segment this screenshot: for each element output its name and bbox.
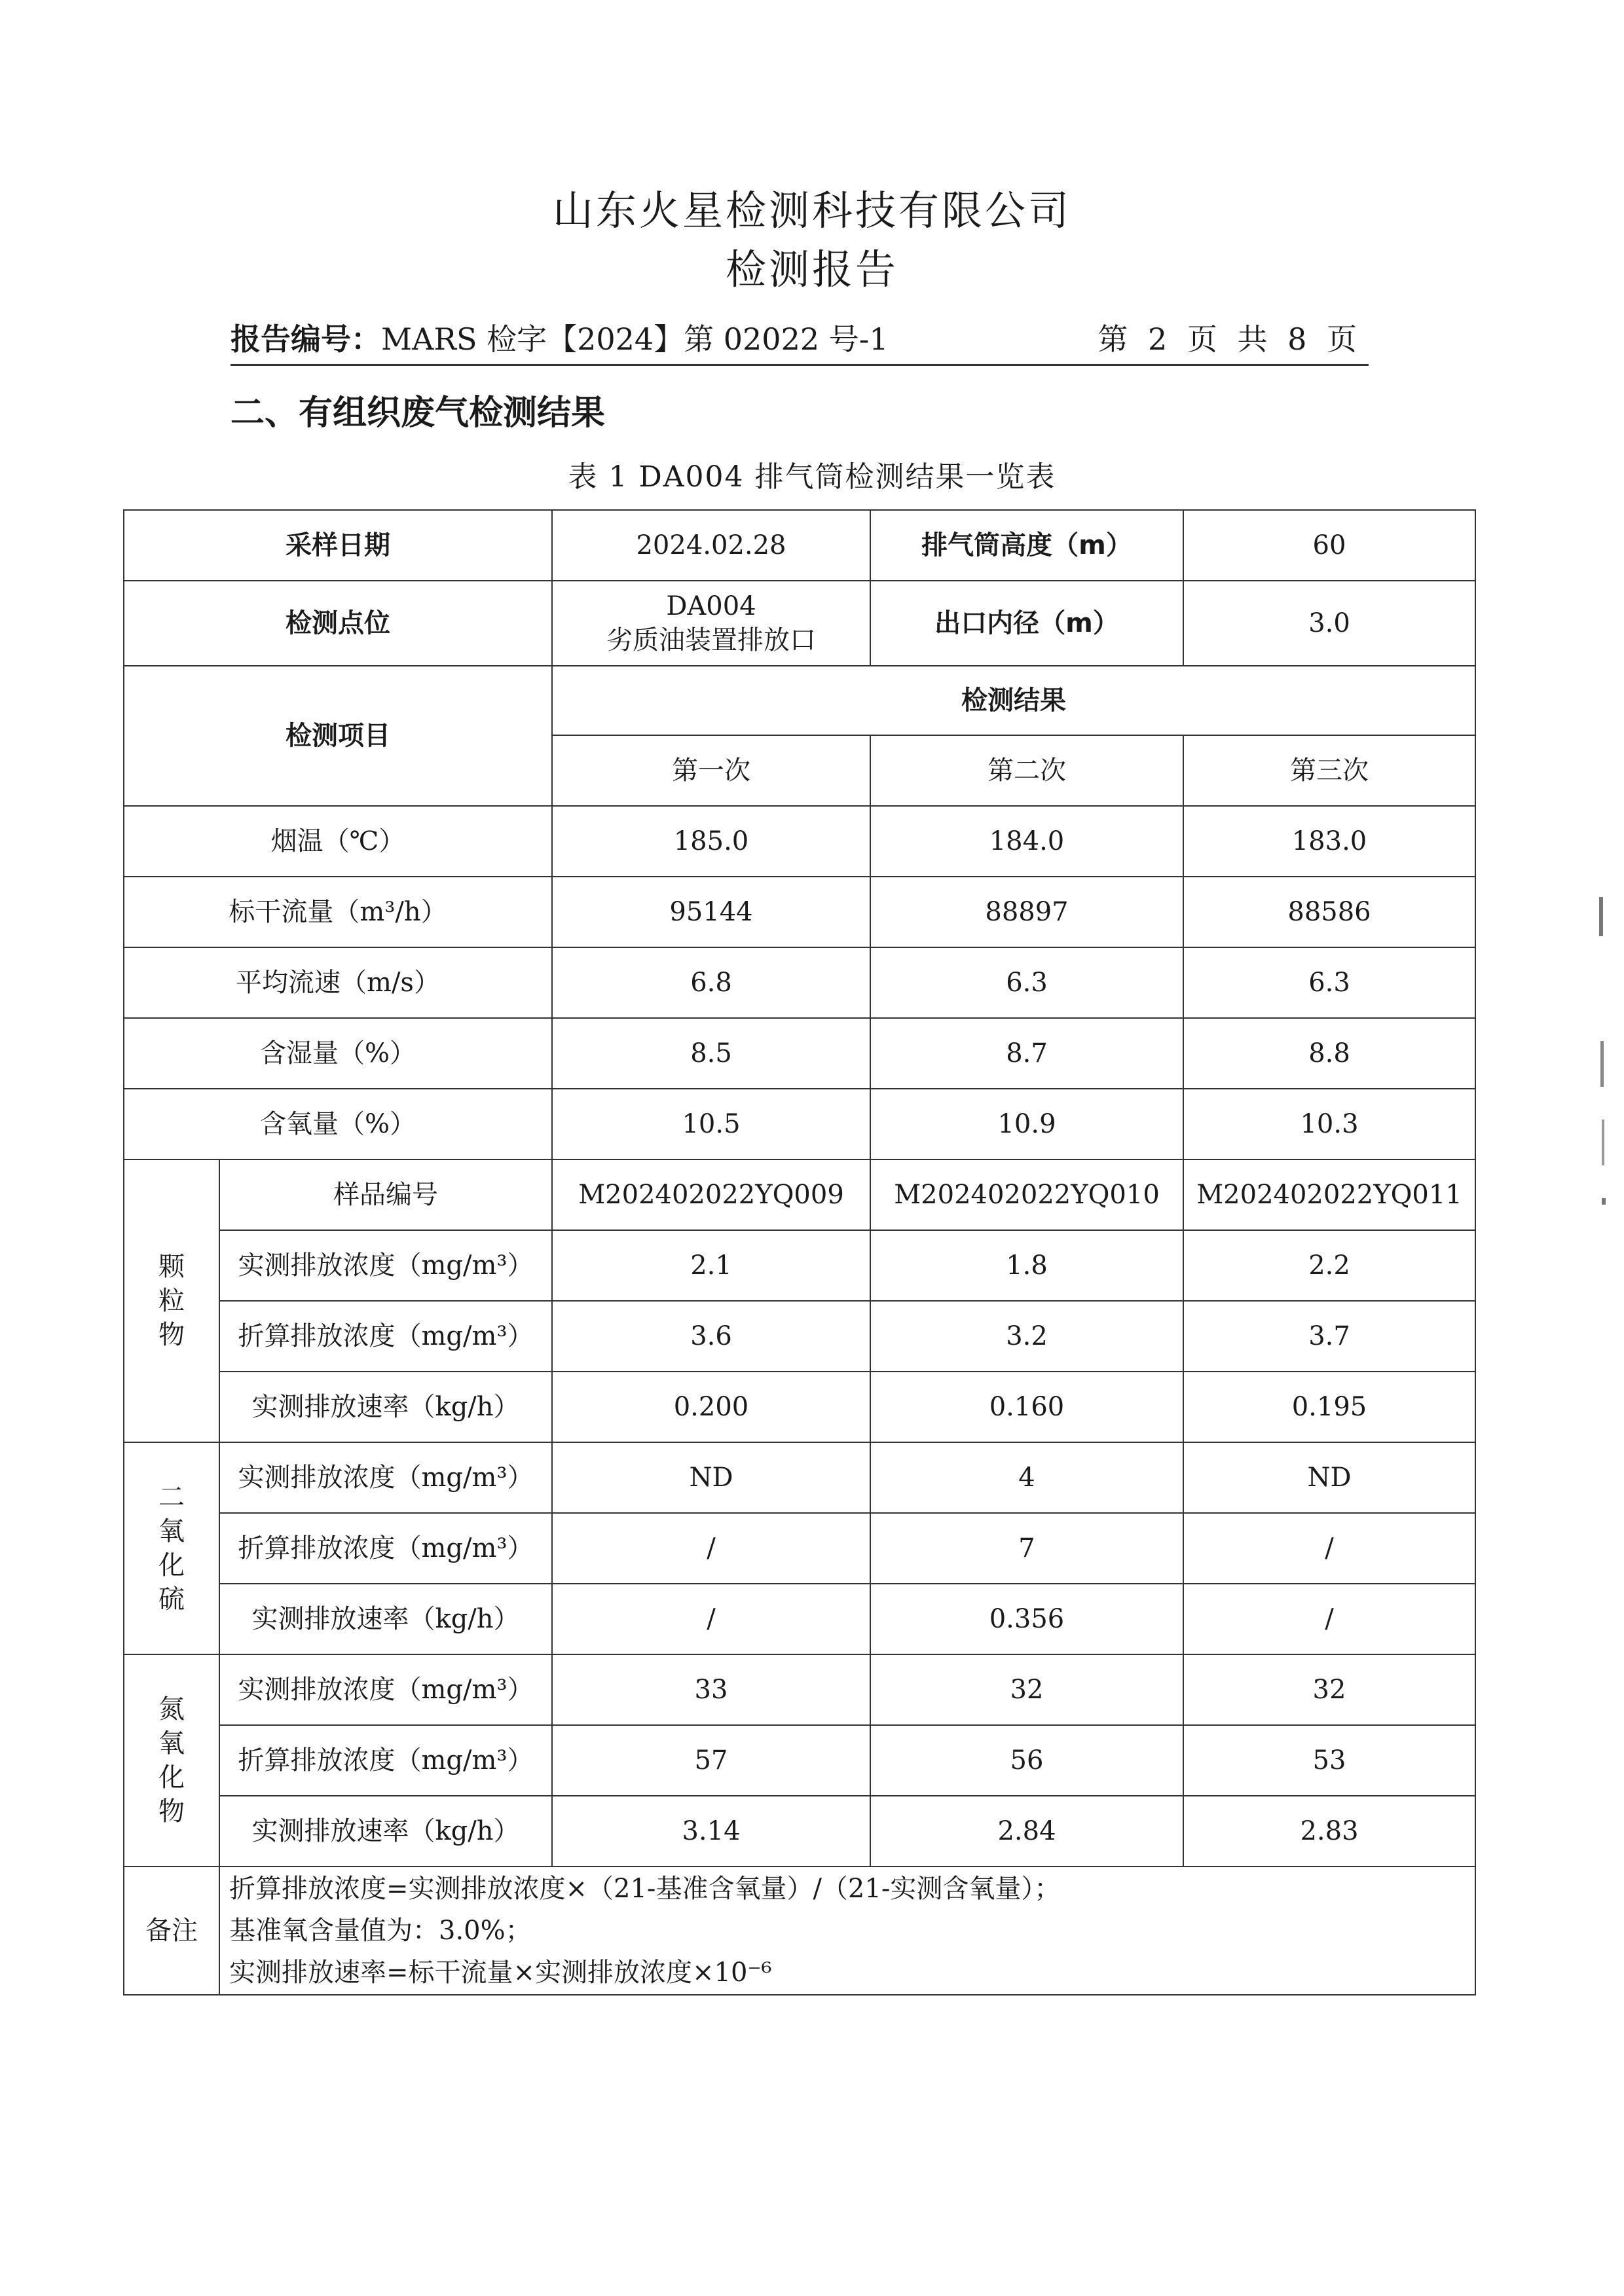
run-header: 第三次 xyxy=(1183,735,1475,806)
table-caption: 表 1 DA004 排气筒检测结果一览表 xyxy=(568,460,1056,494)
table-row xyxy=(124,581,1475,666)
point-value xyxy=(552,581,870,666)
point-label: 检测点位 xyxy=(124,581,552,666)
row-label: 含湿量（%） xyxy=(124,1018,552,1089)
cell-value: 2.2 xyxy=(1183,1230,1475,1301)
stack-height-label: 排气筒高度（m） xyxy=(870,510,1183,581)
group-name-particulates xyxy=(124,1159,219,1442)
cell-value: 88586 xyxy=(1183,877,1475,947)
cell-value: 32 xyxy=(870,1654,1183,1725)
cell-value: 2.84 xyxy=(870,1796,1183,1867)
table-row xyxy=(124,1513,1475,1584)
cell-value: ND xyxy=(552,1442,870,1513)
table-row xyxy=(124,806,1475,877)
seal-mark xyxy=(1602,1198,1606,1205)
cell-value: ND xyxy=(1183,1442,1475,1513)
cell-value: 6.8 xyxy=(552,947,870,1018)
cell-value: 56 xyxy=(870,1725,1183,1796)
report-number xyxy=(231,316,889,359)
cell-value: 57 xyxy=(552,1725,870,1796)
cell-value: 10.9 xyxy=(870,1089,1183,1159)
result-label: 检测结果 xyxy=(552,666,1475,735)
run-header: 第一次 xyxy=(552,735,870,806)
note-line: 折算排放浓度=实测排放浓度×（21-基准含氧量）/（21-实测含氧量）； xyxy=(229,1874,1061,1904)
document-title: 检测报告 xyxy=(725,246,898,293)
stack-height-value: 60 xyxy=(1183,510,1475,581)
point-name: 劣质油装置排放口 xyxy=(606,625,816,655)
notes-label: 备注 xyxy=(124,1867,219,1995)
row-label: 实测排放速率（kg/h） xyxy=(219,1796,552,1867)
row-label: 实测排放浓度（mg/m³） xyxy=(219,1230,552,1301)
row-label: 标干流量（m³/h） xyxy=(124,877,552,947)
row-label: 实测排放浓度（mg/m³） xyxy=(219,1654,552,1725)
cell-value: 185.0 xyxy=(552,806,870,877)
cell-value: 88897 xyxy=(870,877,1183,947)
row-label: 实测排放速率（kg/h） xyxy=(219,1584,552,1654)
seal-mark xyxy=(1599,897,1603,936)
cell-value: 0.160 xyxy=(870,1372,1183,1442)
table-row xyxy=(124,1584,1475,1654)
diameter-label: 出口内径（m） xyxy=(870,581,1183,666)
cell-value: 95144 xyxy=(552,877,870,947)
table-row xyxy=(124,1654,1475,1725)
seal-mark xyxy=(1602,1120,1604,1165)
row-label: 折算排放浓度（mg/m³） xyxy=(219,1513,552,1584)
cell-value: 3.6 xyxy=(552,1301,870,1372)
cell-value: 3.7 xyxy=(1183,1301,1475,1372)
cell-value: 33 xyxy=(552,1654,870,1725)
cell-value: 183.0 xyxy=(1183,806,1475,877)
group-name-sulfur-dioxide xyxy=(124,1442,219,1654)
seal-mark xyxy=(1600,1041,1604,1087)
company-name: 山东火星检测科技有限公司 xyxy=(552,187,1071,234)
group-name-text: 氮 氧 化 物 xyxy=(158,1694,185,1827)
report-number-value: MARS 检字【2024】第 02022 号-1 xyxy=(381,321,889,357)
cell-value: 10.3 xyxy=(1183,1089,1475,1159)
cell-value: 3.14 xyxy=(552,1796,870,1867)
report-number-line xyxy=(231,319,1369,366)
sampling-date-value: 2024.02.28 xyxy=(552,510,870,581)
cell-value: 3.2 xyxy=(870,1301,1183,1372)
table-row xyxy=(124,510,1475,581)
seal-edge-marks xyxy=(1593,897,1612,1224)
cell-value: M202402022YQ009 xyxy=(552,1159,870,1230)
cell-value: 10.5 xyxy=(552,1089,870,1159)
cell-value: 2.1 xyxy=(552,1230,870,1301)
diameter-value: 3.0 xyxy=(1183,581,1475,666)
table-row xyxy=(124,1372,1475,1442)
cell-value: 6.3 xyxy=(1183,947,1475,1018)
cell-value: 6.3 xyxy=(870,947,1183,1018)
row-label: 实测排放速率（kg/h） xyxy=(219,1372,552,1442)
table-row xyxy=(124,1089,1475,1159)
row-label: 含氧量（%） xyxy=(124,1089,552,1159)
cell-value: 4 xyxy=(870,1442,1183,1513)
row-label: 样品编号 xyxy=(219,1159,552,1230)
cell-value: / xyxy=(552,1584,870,1654)
cell-value: 0.195 xyxy=(1183,1372,1475,1442)
table-row xyxy=(124,1230,1475,1301)
table-row xyxy=(124,877,1475,947)
cell-value: M202402022YQ011 xyxy=(1183,1159,1475,1230)
report-number-label: 报告编号： xyxy=(231,321,381,357)
table-row xyxy=(124,1725,1475,1796)
sampling-date-label: 采样日期 xyxy=(124,510,552,581)
table-row xyxy=(124,666,1475,735)
row-label: 平均流速（m/s） xyxy=(124,947,552,1018)
group-name-text: 颗 粒 物 xyxy=(158,1252,185,1350)
group-name-nitrogen-oxides xyxy=(124,1654,219,1867)
table-row xyxy=(124,1796,1475,1867)
table-row xyxy=(124,1018,1475,1089)
page-info: 第 2 页 共 8 页 xyxy=(1098,321,1362,357)
group-name-text: 二 氧 化 硫 xyxy=(158,1482,185,1614)
note-line: 基准氧含量值为：3.0%； xyxy=(229,1916,532,1946)
row-label: 折算排放浓度（mg/m³） xyxy=(219,1301,552,1372)
notes xyxy=(219,1867,1475,1995)
table-row xyxy=(124,1442,1475,1513)
row-label: 烟温（℃） xyxy=(124,806,552,877)
table-row xyxy=(124,947,1475,1018)
section-title: 二、有组织废气检测结果 xyxy=(231,393,606,433)
cell-value: 8.8 xyxy=(1183,1018,1475,1089)
cell-value: 0.356 xyxy=(870,1584,1183,1654)
table-row xyxy=(124,1867,1475,1995)
cell-value: / xyxy=(1183,1584,1475,1654)
cell-value: 0.200 xyxy=(552,1372,870,1442)
item-label: 检测项目 xyxy=(124,666,552,806)
cell-value: 8.7 xyxy=(870,1018,1183,1089)
cell-value: 8.5 xyxy=(552,1018,870,1089)
cell-value: 7 xyxy=(870,1513,1183,1584)
cell-value: / xyxy=(1183,1513,1475,1584)
results-table xyxy=(123,509,1476,1995)
row-label: 折算排放浓度（mg/m³） xyxy=(219,1725,552,1796)
cell-value: 53 xyxy=(1183,1725,1475,1796)
table-row xyxy=(124,1301,1475,1372)
cell-value: M202402022YQ010 xyxy=(870,1159,1183,1230)
cell-value: / xyxy=(552,1513,870,1584)
run-header: 第二次 xyxy=(870,735,1183,806)
cell-value: 1.8 xyxy=(870,1230,1183,1301)
note-line: 实测排放速率=标干流量×实测排放浓度×10⁻⁶ xyxy=(229,1958,772,1988)
table-row xyxy=(124,1159,1475,1230)
row-label: 实测排放浓度（mg/m³） xyxy=(219,1442,552,1513)
cell-value: 184.0 xyxy=(870,806,1183,877)
point-code: DA004 xyxy=(666,591,756,621)
cell-value: 2.83 xyxy=(1183,1796,1475,1867)
cell-value: 32 xyxy=(1183,1654,1475,1725)
